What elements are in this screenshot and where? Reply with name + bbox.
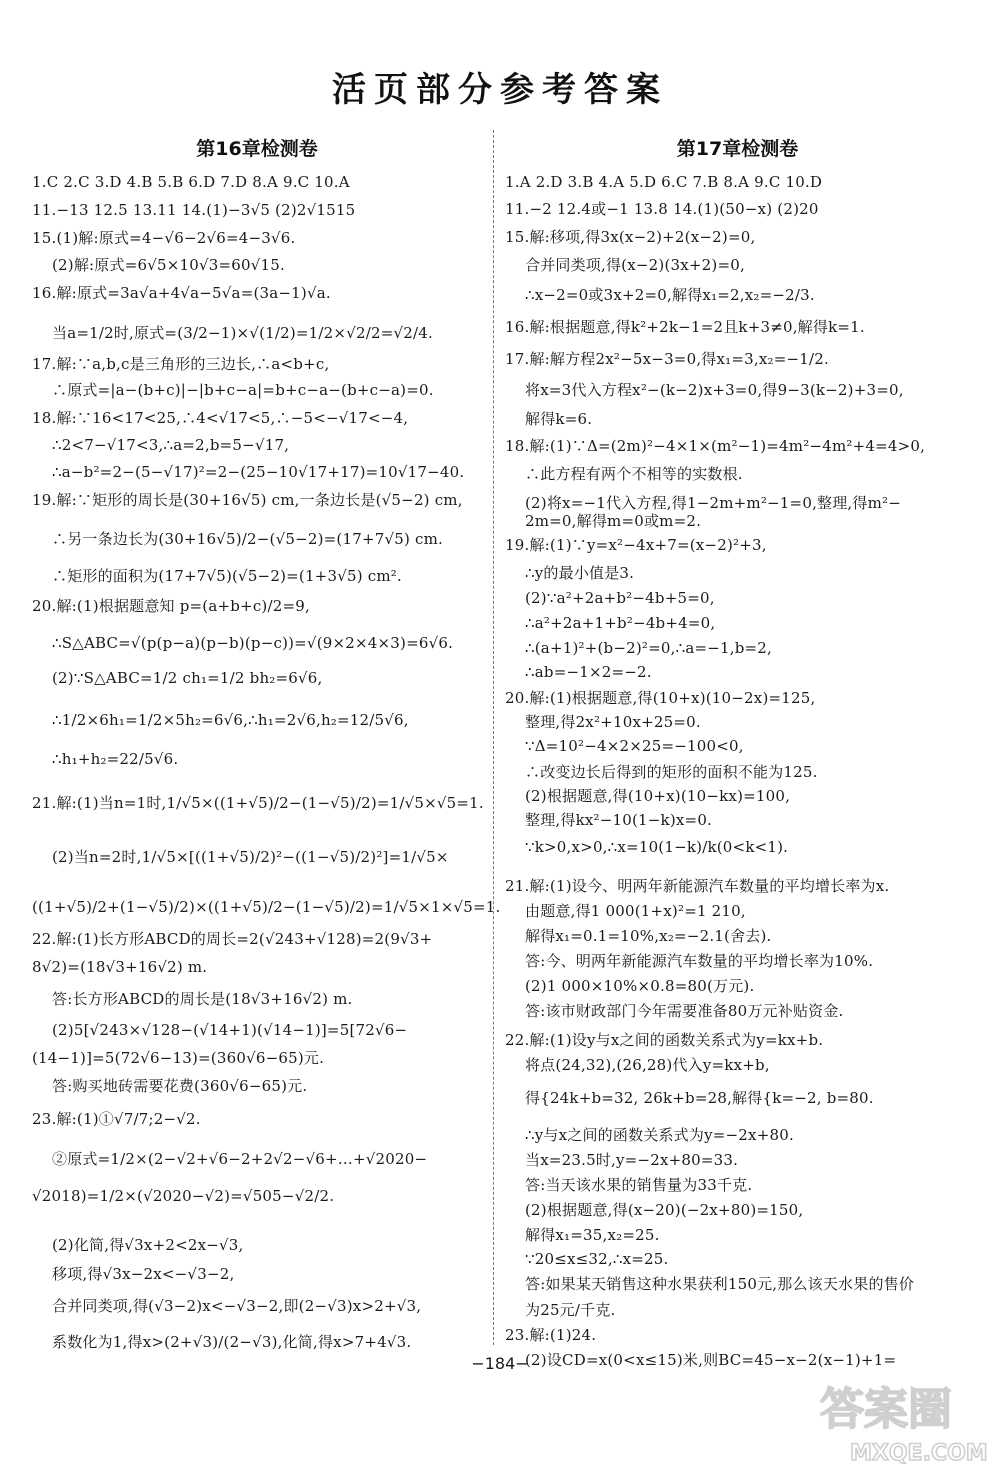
right-answer-line: ∴(a+1)²+(b−2)²=0,∴a=−1,b=2, xyxy=(525,639,773,657)
right-answer-line: 答:当天该水果的销售量为33千克. xyxy=(525,1176,753,1194)
right-answer-line: ∵k>0,x>0,∴x=10(1−k)/k(0<k<1). xyxy=(525,838,789,856)
left-answer-line: (14−1)]=5(72√6−13)=(360√6−65)元. xyxy=(32,1049,325,1067)
left-answer-line: ∴S△ABC=√(p(p−a)(p−b)(p−c))=√(9×2×4×3)=6√6. xyxy=(52,634,454,652)
left-answer-line: 17.解:∵a,b,c是三角形的三边长,∴a<b+c, xyxy=(32,355,330,373)
right-answer-line: ∴x−2=0或3x+2=0,解得x₁=2,x₂=−2/3. xyxy=(525,286,815,304)
left-answer-line: ②原式=1/2×(2−√2+√6−2+2√2−√6+…+√2020− xyxy=(52,1150,428,1168)
left-answer-line: 19.解:∵矩形的周长是(30+16√5) cm,一条边长是(√5−2) cm, xyxy=(32,491,463,509)
left-answer-line: 20.解:(1)根据题意知 p=(a+b+c)/2=9, xyxy=(32,597,310,615)
page-title: 活页部分参考答案 xyxy=(332,70,668,110)
left-answer-line: ∴矩形的面积为(17+7√5)(√5−2)=(1+3√5) cm². xyxy=(52,567,402,585)
right-answer-line: 得{24k+b=32, 26k+b=28,解得{k=−2, b=80. xyxy=(525,1089,874,1107)
left-answer-line: (2)解:原式=6√5×10√3=60√15. xyxy=(52,256,285,274)
right-answer-line: 合并同类项,得(x−2)(3x+2)=0, xyxy=(525,256,745,274)
right-answer-line: ∴a²+2a+1+b²−4b+4=0, xyxy=(525,614,716,632)
watermark-brand: 答案圈 xyxy=(820,1384,952,1435)
right-answer-line: ∴y与x之间的函数关系式为y=−2x+80. xyxy=(525,1126,794,1144)
right-answer-line: (2)1 000×10%×0.8=80(万元). xyxy=(525,977,755,995)
right-answer-line: 为25元/千克. xyxy=(525,1301,616,1319)
page-number: −184− xyxy=(471,1354,529,1373)
right-answer-line: (2)根据题意,得(x−20)(−2x+80)=150, xyxy=(525,1201,804,1219)
right-answer-line: (2)将x=−1代入方程,得1−2m+m²−1=0,整理,得m²− xyxy=(525,494,902,512)
right-answer-line: 11.−2 12.4或−1 13.8 14.(1)(50−x) (2)20 xyxy=(505,200,819,218)
left-answer-line: (2)5[√243×√128−(√14+1)(√14−1)]=5[72√6− xyxy=(52,1021,408,1039)
right-answer-line: (2)∵a²+2a+b²−4b+5=0, xyxy=(525,589,715,607)
right-answer-line: 答:该市财政部门今年需要准备80万元补贴资金. xyxy=(525,1002,844,1020)
left-answer-line: ∴1/2×6h₁=1/2×5h₂=6√6,∴h₁=2√6,h₂=12/5√6, xyxy=(52,711,409,729)
right-answer-line: ∵Δ=10²−4×2×25=−100<0, xyxy=(525,737,744,755)
left-answer-line: 11.−13 12.5 13.11 14.(1)−3√5 (2)2√1515 xyxy=(32,201,356,219)
right-answer-line: 解得x₁=0.1=10%,x₂=−2.1(舍去). xyxy=(525,927,772,945)
right-answer-line: 答:今、明两年新能源汽车数量的平均增长率为10%. xyxy=(525,952,874,970)
right-answer-line: 23.解:(1)24. xyxy=(505,1326,597,1344)
right-answer-line: (2)根据题意,得(10+x)(10−kx)=100, xyxy=(525,787,791,805)
right-section-heading: 第17章检测卷 xyxy=(676,138,799,160)
right-answer-line: 20.解:(1)根据题意,得(10+x)(10−2x)=125, xyxy=(505,689,816,707)
left-section-heading: 第16章检测卷 xyxy=(196,138,318,160)
right-answer-line: 将点(24,32),(26,28)代入y=kx+b, xyxy=(525,1056,770,1074)
left-answer-line: 1.C 2.C 3.D 4.B 5.B 6.D 7.D 8.A 9.C 10.A xyxy=(32,173,350,191)
left-answer-line: ∴2<7−√17<3,∴a=2,b=5−√17, xyxy=(52,436,290,454)
right-answer-line: 21.解:(1)设今、明两年新能源汽车数量的平均增长率为x. xyxy=(505,877,890,895)
left-answer-line: 系数化为1,得x>(2+√3)/(2−√3),化简,得x>7+4√3. xyxy=(52,1333,412,1351)
right-answer-line: 15.解:移项,得3x(x−2)+2(x−2)=0, xyxy=(505,228,756,246)
left-answer-line: 21.解:(1)当n=1时,1/√5×((1+√5)/2−(1−√5)/2)=1/√5×√5=1. xyxy=(32,794,484,812)
watermark-url: MXQE.COM xyxy=(850,1441,988,1466)
left-answer-line: (2)当n=2时,1/√5×[((1+√5)/2)²−((1−√5)/2)²]=1/√5× xyxy=(52,848,449,866)
right-answer-line: 19.解:(1)∵y=x²−4x+7=(x−2)²+3, xyxy=(505,536,767,554)
right-answer-line: 整理,得2x²+10x+25=0. xyxy=(525,713,701,731)
right-answer-line: 答:如果某天销售这种水果获利150元,那么该天水果的售价 xyxy=(525,1275,915,1293)
left-answer-line: 18.解:∵16<17<25,∴4<√17<5,∴−5<−√17<−4, xyxy=(32,409,409,427)
watermark-logo xyxy=(810,1372,990,1467)
left-answer-line: 8√2)=(18√3+16√2) m. xyxy=(32,958,208,976)
left-answer-line: 答:购买地砖需要花费(360√6−65)元. xyxy=(52,1077,308,1095)
left-answer-line: 16.解:原式=3a√a+4√a−5√a=(3a−1)√a. xyxy=(32,284,331,302)
right-answer-line: 整理,得kx²−10(1−k)x=0. xyxy=(525,811,713,829)
left-answer-line: 移项,得√3x−2x<−√3−2, xyxy=(52,1265,235,1283)
right-answer-line: ∴y的最小值是3. xyxy=(525,564,635,582)
left-answer-line: 合并同类项,得(√3−2)x<−√3−2,即(2−√3)x>2+√3, xyxy=(52,1297,422,1315)
left-answer-line: ∴另一条边长为(30+16√5)/2−(√5−2)=(17+7√5) cm. xyxy=(52,530,443,548)
right-answer-line: 将x=3代入方程x²−(k−2)x+3=0,得9−3(k−2)+3=0, xyxy=(525,381,904,399)
right-answer-line: 解得x₁=35,x₂=25. xyxy=(525,1226,660,1244)
left-answer-line: ((1+√5)/2+(1−√5)/2)×((1+√5)/2−(1−√5)/2)=1/√5×1×√5=1. xyxy=(32,898,501,916)
right-answer-line: ∵20≤x≤32,∴x=25. xyxy=(525,1250,669,1268)
right-answer-line: 18.解:(1)∵Δ=(2m)²−4×1×(m²−1)=4m²−4m²+4=4>0, xyxy=(505,437,926,455)
right-answer-line: 17.解:解方程2x²−5x−3=0,得x₁=3,x₂=−1/2. xyxy=(505,350,829,368)
left-answer-line: √2018)=1/2×(√2020−√2)=√505−√2/2. xyxy=(32,1187,335,1205)
left-answer-line: ∴原式=|a−(b+c)|−|b+c−a|=b+c−a−(b+c−a)=0. xyxy=(52,381,434,399)
right-answer-line: 当x=23.5时,y=−2x+80=33. xyxy=(525,1151,739,1169)
left-answer-line: (2)化简,得√3x+2<2x−√3, xyxy=(52,1236,244,1254)
right-answer-line: 2m=0,解得m=0或m=2. xyxy=(525,512,702,530)
right-answer-line: (2)设CD=x(0<x≤15)米,则BC=45−x−2(x−1)+1= xyxy=(525,1351,897,1369)
right-answer-line: 1.A 2.D 3.B 4.A 5.D 6.C 7.B 8.A 9.C 10.D xyxy=(505,173,823,191)
right-answer-line: ∴改变边长后得到的矩形的面积不能为125. xyxy=(525,763,818,781)
left-answer-line: ∴h₁+h₂=22/5√6. xyxy=(52,750,179,768)
left-answer-line: 答:长方形ABCD的周长是(18√3+16√2) m. xyxy=(52,990,353,1008)
right-answer-line: 解得k=6. xyxy=(525,410,593,428)
left-answer-line: 15.(1)解:原式=4−√6−2√6=4−3√6. xyxy=(32,229,296,247)
left-answer-line: ∴a−b²=2−(5−√17)²=2−(25−10√17+17)=10√17−40. xyxy=(52,463,465,481)
right-answer-line: ∴ab=−1×2=−2. xyxy=(525,663,652,681)
right-answer-line: 22.解:(1)设y与x之间的函数关系式为y=kx+b. xyxy=(505,1031,824,1049)
right-answer-line: ∴此方程有两个不相等的实数根. xyxy=(525,465,743,483)
left-answer-line: 23.解:(1)①√7/7;2−√2. xyxy=(32,1110,201,1128)
left-answer-line: (2)∵S△ABC=1/2 ch₁=1/2 bh₂=6√6, xyxy=(52,669,323,687)
column-divider xyxy=(493,130,494,1345)
left-answer-line: 22.解:(1)长方形ABCD的周长=2(√243+√128)=2(9√3+ xyxy=(32,930,433,948)
right-answer-line: 16.解:根据题意,得k²+2k−1=2且k+3≠0,解得k=1. xyxy=(505,318,865,336)
left-answer-line: 当a=1/2时,原式=(3/2−1)×√(1/2)=1/2×√2/2=√2/4. xyxy=(52,324,433,342)
right-answer-line: 由题意,得1 000(1+x)²=1 210, xyxy=(525,902,746,920)
